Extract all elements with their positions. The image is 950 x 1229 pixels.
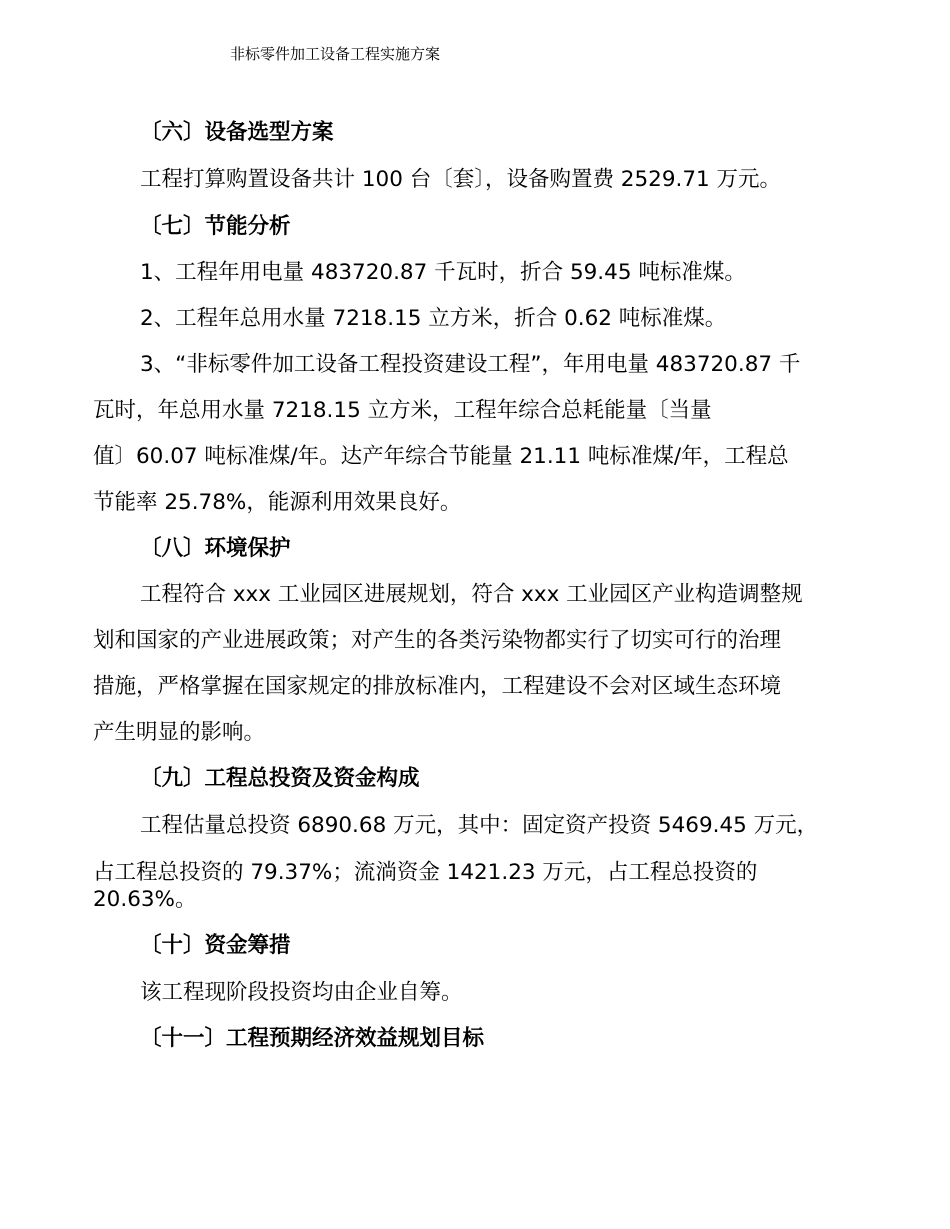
section-heading-7: 〔七〕节能分析 <box>140 214 291 239</box>
paragraph-funding: 该工程现阶段投资均由企业自筹。 <box>140 980 463 1005</box>
section-heading-11: 〔十一〕工程预期经济效益规划目标 <box>140 1026 485 1051</box>
paragraph-environment-line-2: 划和国家的产业进展政策；对产生的各类污染物都实行了切实可行的治理 <box>93 628 782 653</box>
paragraph-energy-line-4: 节能率 25.78%，能源利用效果良好。 <box>93 490 462 515</box>
paragraph-investment-line-1: 工程估量总投资 6890.68 万元，其中：固定资产投资 5469.45 万元， <box>140 813 819 838</box>
paragraph-energy-line-3: 值〕60.07 吨标准煤/年。达产年综合节能量 21.11 吨标准煤/年，工程总 <box>93 444 789 469</box>
section-heading-9: 〔九〕工程总投资及资金构成 <box>140 766 420 791</box>
section-heading-10: 〔十〕资金筹措 <box>140 933 291 958</box>
section-heading-6: 〔六〕设备选型方案 <box>140 120 334 145</box>
paragraph-investment-line-2: 占工程总投资的 79.37%；流淌资金 1421.23 万元，占工程总投资的 <box>93 860 758 885</box>
paragraph-energy-line-2: 瓦时，年总用水量 7218.15 立方米，工程年综合总耗能量〔当量 <box>93 398 712 423</box>
section-heading-8: 〔八〕环境保护 <box>140 536 291 561</box>
paragraph-environment-line-1: 工程符合 xxx 工业园区进展规划，符合 xxx 工业园区产业构造调整规 <box>140 582 803 607</box>
paragraph-equipment: 工程打算购置设备共计 100 台〔套〕，设备购置费 2529.71 万元。 <box>140 167 782 192</box>
paragraph-energy-line-1: 3、“非标零件加工设备工程投资建设工程”，年用电量 483720.87 千 <box>140 352 801 377</box>
paragraph-environment-line-3: 措施，严格掌握在国家规定的排放标准内，工程建设不会对区域生态环境 <box>93 674 782 699</box>
running-header: 非标零件加工设备工程实施方案 <box>230 45 441 63</box>
paragraph-electricity: 1、工程年用电量 483720.87 千瓦时，折合 59.45 吨标准煤。 <box>140 260 746 285</box>
paragraph-water: 2、工程年总用水量 7218.15 立方米，折合 0.62 吨标准煤。 <box>140 306 727 331</box>
paragraph-environment-line-4: 产生明显的影响。 <box>93 720 266 745</box>
paragraph-investment-line-3: 20.63%。 <box>93 887 197 912</box>
